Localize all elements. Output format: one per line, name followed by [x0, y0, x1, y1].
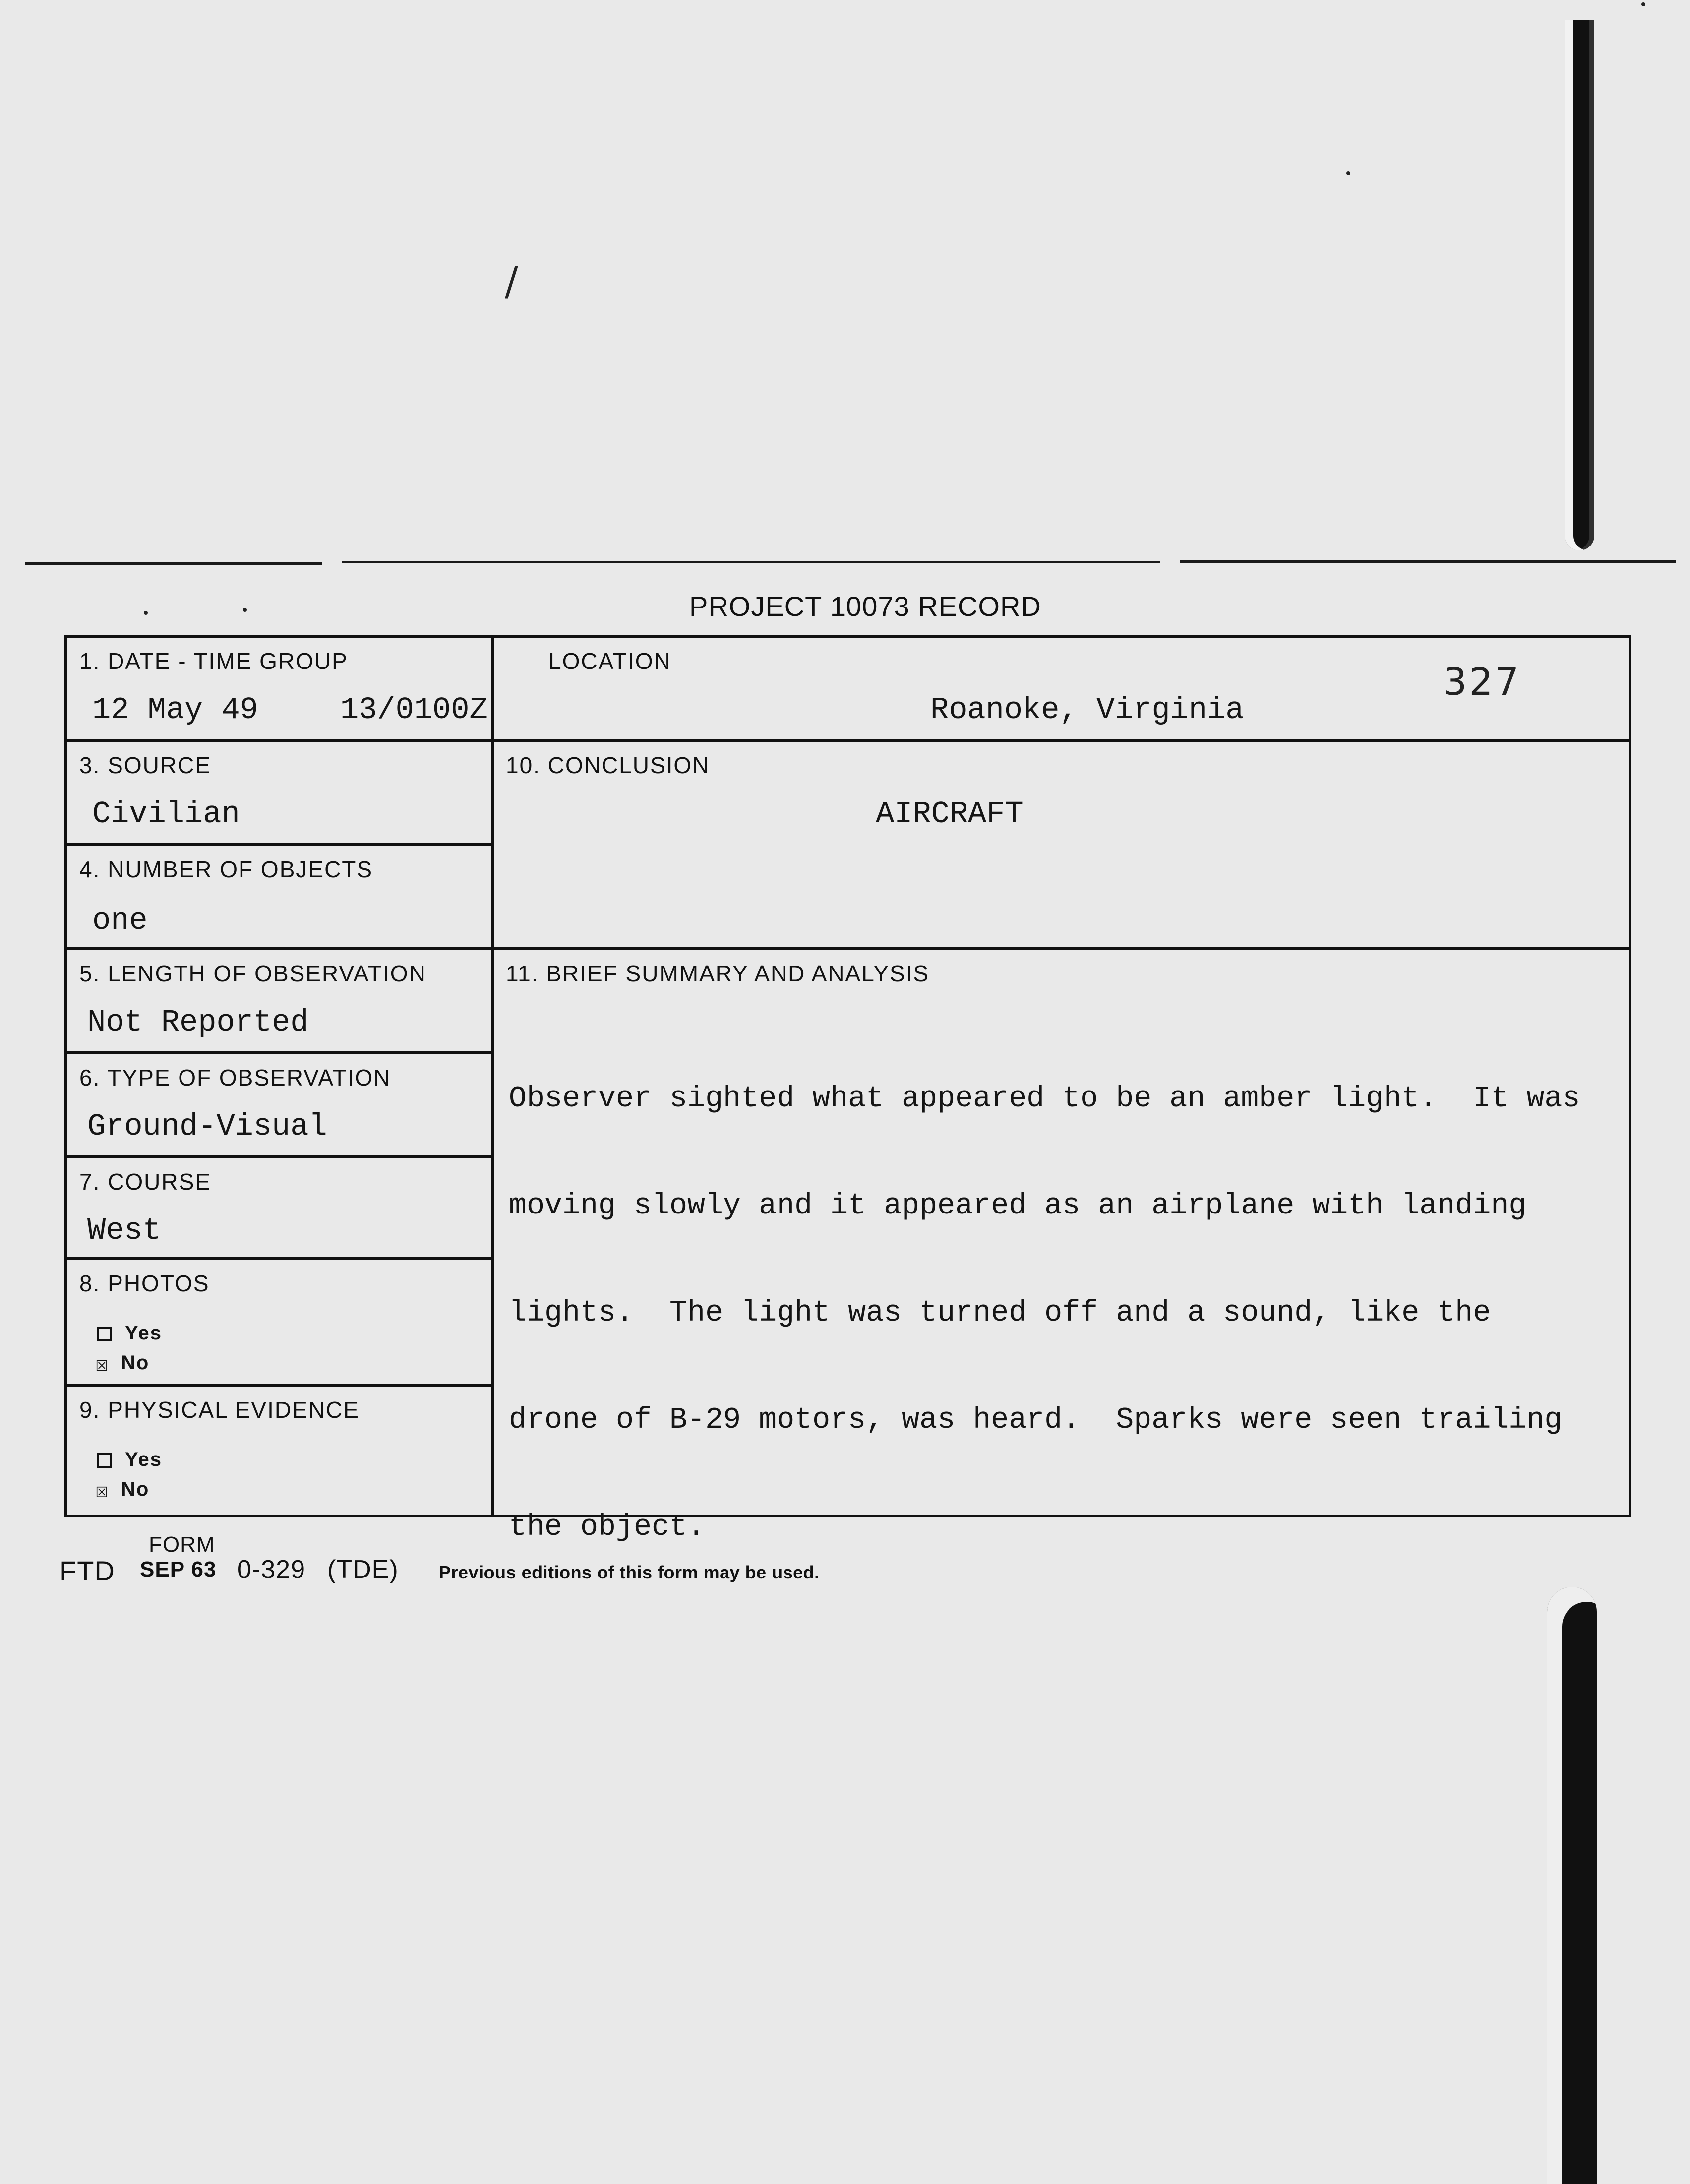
speck [144, 611, 148, 615]
cell-conclusion [494, 742, 1629, 950]
conclusion-value: AIRCRAFT [876, 796, 1024, 832]
date-value: 12 May 49 [92, 692, 258, 728]
source-label: 3. SOURCE [79, 752, 211, 778]
footer-note: Previous editions of this form may be used. [439, 1562, 820, 1582]
cell-location [494, 638, 1629, 739]
course-value: West [87, 1213, 161, 1248]
scan-rule-middle [342, 561, 1160, 563]
evidence-yes-label: Yes [125, 1449, 162, 1470]
number-of-objects-label: 4. NUMBER OF OBJECTS [79, 856, 373, 882]
footer-date-code: SEP 63 [140, 1557, 217, 1581]
record-form [64, 635, 1631, 1544]
footer-form-word: FORM [149, 1532, 215, 1557]
physical-evidence-label: 9. PHYSICAL EVIDENCE [79, 1397, 360, 1423]
cell-summary [494, 950, 1629, 1544]
form-title: PROJECT 10073 RECORD [689, 591, 1041, 622]
summary-line: lights. The light was turned off and a sound, like the [509, 1296, 1491, 1330]
type-of-observation-label: 6. TYPE OF OBSERVATION [79, 1065, 391, 1091]
right-column [494, 742, 1629, 1544]
cell-course [67, 1158, 491, 1260]
summary-label: 11. BRIEF SUMMARY AND ANALYSIS [506, 961, 930, 986]
page-number: 327 [1443, 660, 1521, 704]
photos-no-label: No [121, 1352, 150, 1374]
length-of-observation-value: Not Reported [87, 1005, 309, 1040]
type-of-observation-value: Ground-Visual [87, 1109, 327, 1144]
speck [1641, 2, 1645, 6]
scan-rule-left [25, 562, 322, 565]
summary-text [509, 1010, 1620, 1617]
evidence-yes-option[interactable] [97, 1449, 162, 1471]
left-column [67, 742, 494, 1515]
header-mark: / [505, 258, 518, 304]
footer-form-number: 0-329 [237, 1555, 305, 1584]
photos-no-checkbox-checked[interactable]: ☒ [95, 1351, 110, 1377]
location-label: LOCATION [548, 648, 671, 674]
evidence-no-option[interactable] [95, 1478, 149, 1501]
cell-length-of-observation [67, 950, 491, 1054]
date-time-label: 1. DATE - TIME GROUP [79, 648, 348, 674]
length-of-observation-label: 5. LENGTH OF OBSERVATION [79, 961, 426, 986]
number-of-objects-value: one [92, 903, 148, 938]
photos-yes-checkbox[interactable] [97, 1327, 112, 1341]
scan-rule-right [1180, 560, 1676, 563]
photos-yes-label: Yes [125, 1322, 162, 1344]
row-date-location [67, 638, 1629, 742]
cell-date-time [67, 638, 494, 739]
evidence-no-checkbox-checked[interactable]: ☒ [95, 1477, 110, 1503]
summary-line: the object. [509, 1511, 706, 1544]
summary-line: moving slowly and it appeared as an airplane with landing [509, 1189, 1527, 1223]
evidence-yes-checkbox[interactable] [97, 1453, 112, 1468]
photos-label: 8. PHOTOS [79, 1271, 210, 1296]
conclusion-label: 10. CONCLUSION [506, 752, 710, 778]
cell-type-of-observation [67, 1054, 491, 1158]
speck [243, 608, 247, 612]
evidence-no-label: No [121, 1478, 150, 1500]
course-label: 7. COURSE [79, 1169, 211, 1195]
summary-line: drone of B-29 motors, was heard. Sparks were seen trailing [509, 1403, 1563, 1437]
footer-ftd: FTD [60, 1555, 115, 1586]
cell-number-of-objects [67, 846, 491, 950]
cell-source [67, 742, 491, 846]
cell-photos [67, 1260, 491, 1387]
footer-office: (TDE) [327, 1555, 399, 1584]
film-edge-top [1565, 20, 1594, 550]
photos-no-option[interactable] [95, 1351, 150, 1377]
summary-line: Observer sighted what appeared to be an amber light. It was [509, 1082, 1580, 1116]
time-value: 13/0100Z [340, 692, 488, 728]
speck [1346, 171, 1350, 175]
location-value: Roanoke, Virginia [930, 692, 1244, 728]
cell-physical-evidence [67, 1387, 491, 1515]
film-edge-bottom [1547, 1587, 1597, 2184]
source-value: Civilian [92, 796, 240, 832]
photos-yes-option[interactable] [97, 1322, 162, 1344]
